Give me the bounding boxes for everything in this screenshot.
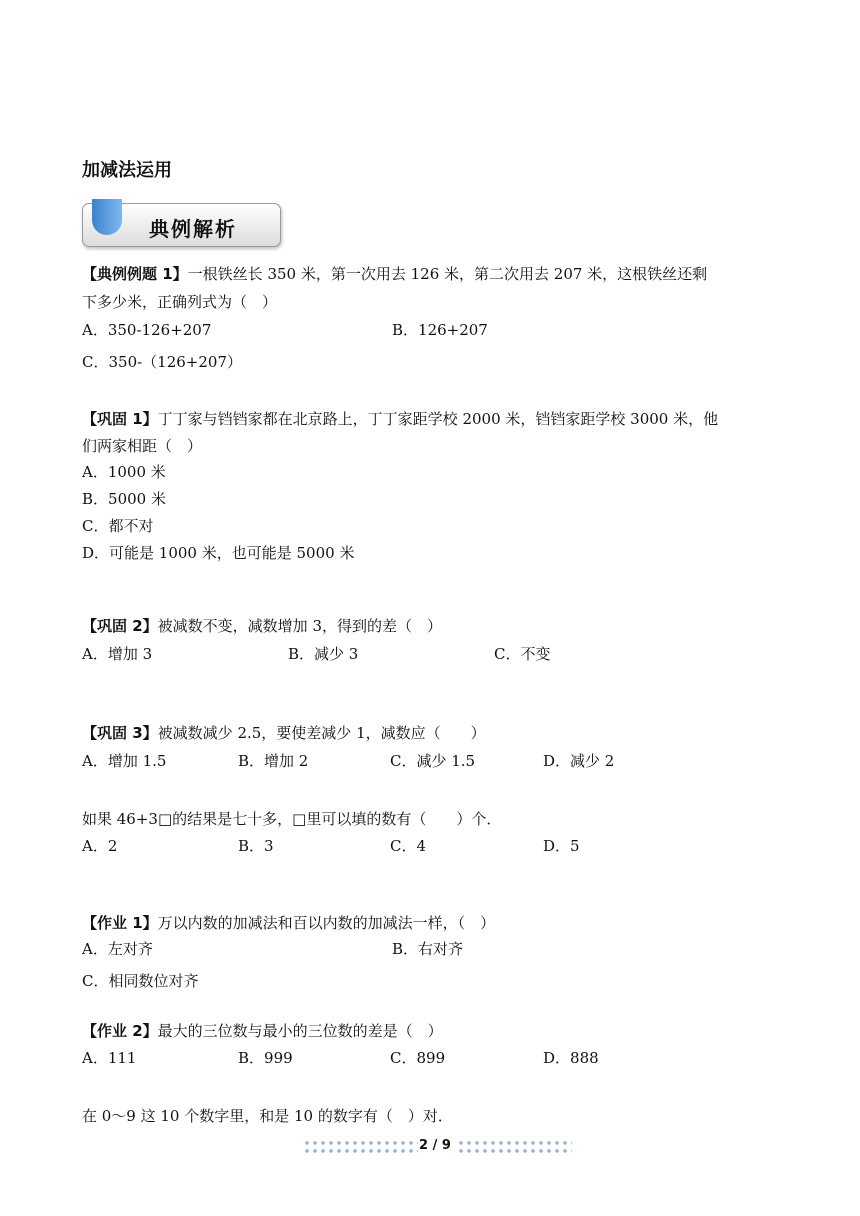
q4-line1 xyxy=(82,722,486,743)
q6-option-b: B．右对齐 xyxy=(392,940,464,958)
q2-text-1: 丁丁家与铛铛家都在北京路上，丁丁家距学校 2000 米，铛铛家距学校 3000 米，他 xyxy=(157,410,719,428)
q4-text-1: 被减数减少 2.5，要使差减少 1，减数应（ ） xyxy=(157,724,486,742)
q1-tag: 【典例例题 1】 xyxy=(82,265,188,283)
q2-option-d: D．可能是 1000 米，也可能是 5000 米 xyxy=(82,544,355,562)
q1-text-1: 一根铁丝长 350 米，第一次用去 126 米，第二次用去 207 米，这根铁丝还剩 xyxy=(187,265,708,283)
banner-cup-icon xyxy=(92,199,122,235)
q2-option-c: C．都不对 xyxy=(82,517,154,535)
q5-option-d: D．5 xyxy=(543,837,580,855)
q2-line1 xyxy=(82,408,718,429)
q3-line1 xyxy=(82,615,442,636)
q3-option-c: C．不变 xyxy=(494,645,551,663)
q2-tag: 【巩固 1】 xyxy=(82,410,158,428)
footer-dots-left xyxy=(303,1139,418,1157)
q3-option-b: B．减少 3 xyxy=(288,645,359,663)
q5-option-a: A．2 xyxy=(82,837,118,855)
q1-line2: 下多少米，正确列式为（ ） xyxy=(82,293,278,311)
q8-line1: 在 0～9 这 10 个数字里，和是 10 的数字有（ ）对． xyxy=(82,1107,453,1125)
q4-option-a: A．增加 1.5 xyxy=(82,752,167,770)
q1-option-c: C．350-（126+207） xyxy=(82,353,243,371)
q3-text-1: 被减数不变，减数增加 3，得到的差（ ） xyxy=(157,617,442,635)
q5-option-b: B．3 xyxy=(238,837,274,855)
q6-line1 xyxy=(82,912,495,933)
q1-option-b: B．126+207 xyxy=(392,321,488,339)
q2-option-b: B．5000 米 xyxy=(82,490,166,508)
q7-option-c: C．899 xyxy=(390,1049,446,1067)
q4-tag: 【巩固 3】 xyxy=(82,724,158,742)
q4-option-b: B．增加 2 xyxy=(238,752,309,770)
footer-dots-right xyxy=(457,1139,572,1157)
q6-text-1: 万以内数的加减法和百以内数的加减法一样，（ ） xyxy=(157,914,496,932)
q7-option-b: B．999 xyxy=(238,1049,293,1067)
example-banner xyxy=(82,203,281,247)
q4-option-d: D．减少 2 xyxy=(543,752,615,770)
q2-line2: 们两家相距（ ） xyxy=(82,437,203,455)
page-footer xyxy=(0,1138,860,1158)
q7-option-d: D．888 xyxy=(543,1049,599,1067)
q7-text-1: 最大的三位数与最小的三位数的差是（ ） xyxy=(157,1022,443,1040)
q7-tag: 【作业 2】 xyxy=(82,1022,158,1040)
q5-line1: 如果 46+3□的结果是七十多，□里可以填的数有（ ）个． xyxy=(82,810,502,828)
q7-option-a: A．111 xyxy=(82,1049,137,1067)
section-title: 加减法运用 xyxy=(82,160,172,181)
q6-tag: 【作业 1】 xyxy=(82,914,158,932)
q3-option-a: A．增加 3 xyxy=(82,645,153,663)
q2-option-a: A．1000 米 xyxy=(82,463,166,481)
q7-line1 xyxy=(82,1020,443,1041)
q1-option-a: A．350-126+207 xyxy=(82,321,212,339)
q5-option-c: C．4 xyxy=(390,837,427,855)
q3-tag: 【巩固 2】 xyxy=(82,617,158,635)
q6-option-c: C．相同数位对齐 xyxy=(82,972,199,990)
q4-option-c: C．减少 1.5 xyxy=(390,752,476,770)
page-number: 2 / 9 xyxy=(419,1138,451,1153)
q1-line1 xyxy=(82,263,707,284)
q6-option-a: A．左对齐 xyxy=(82,940,153,958)
banner-label: 典例解析 xyxy=(149,217,237,241)
